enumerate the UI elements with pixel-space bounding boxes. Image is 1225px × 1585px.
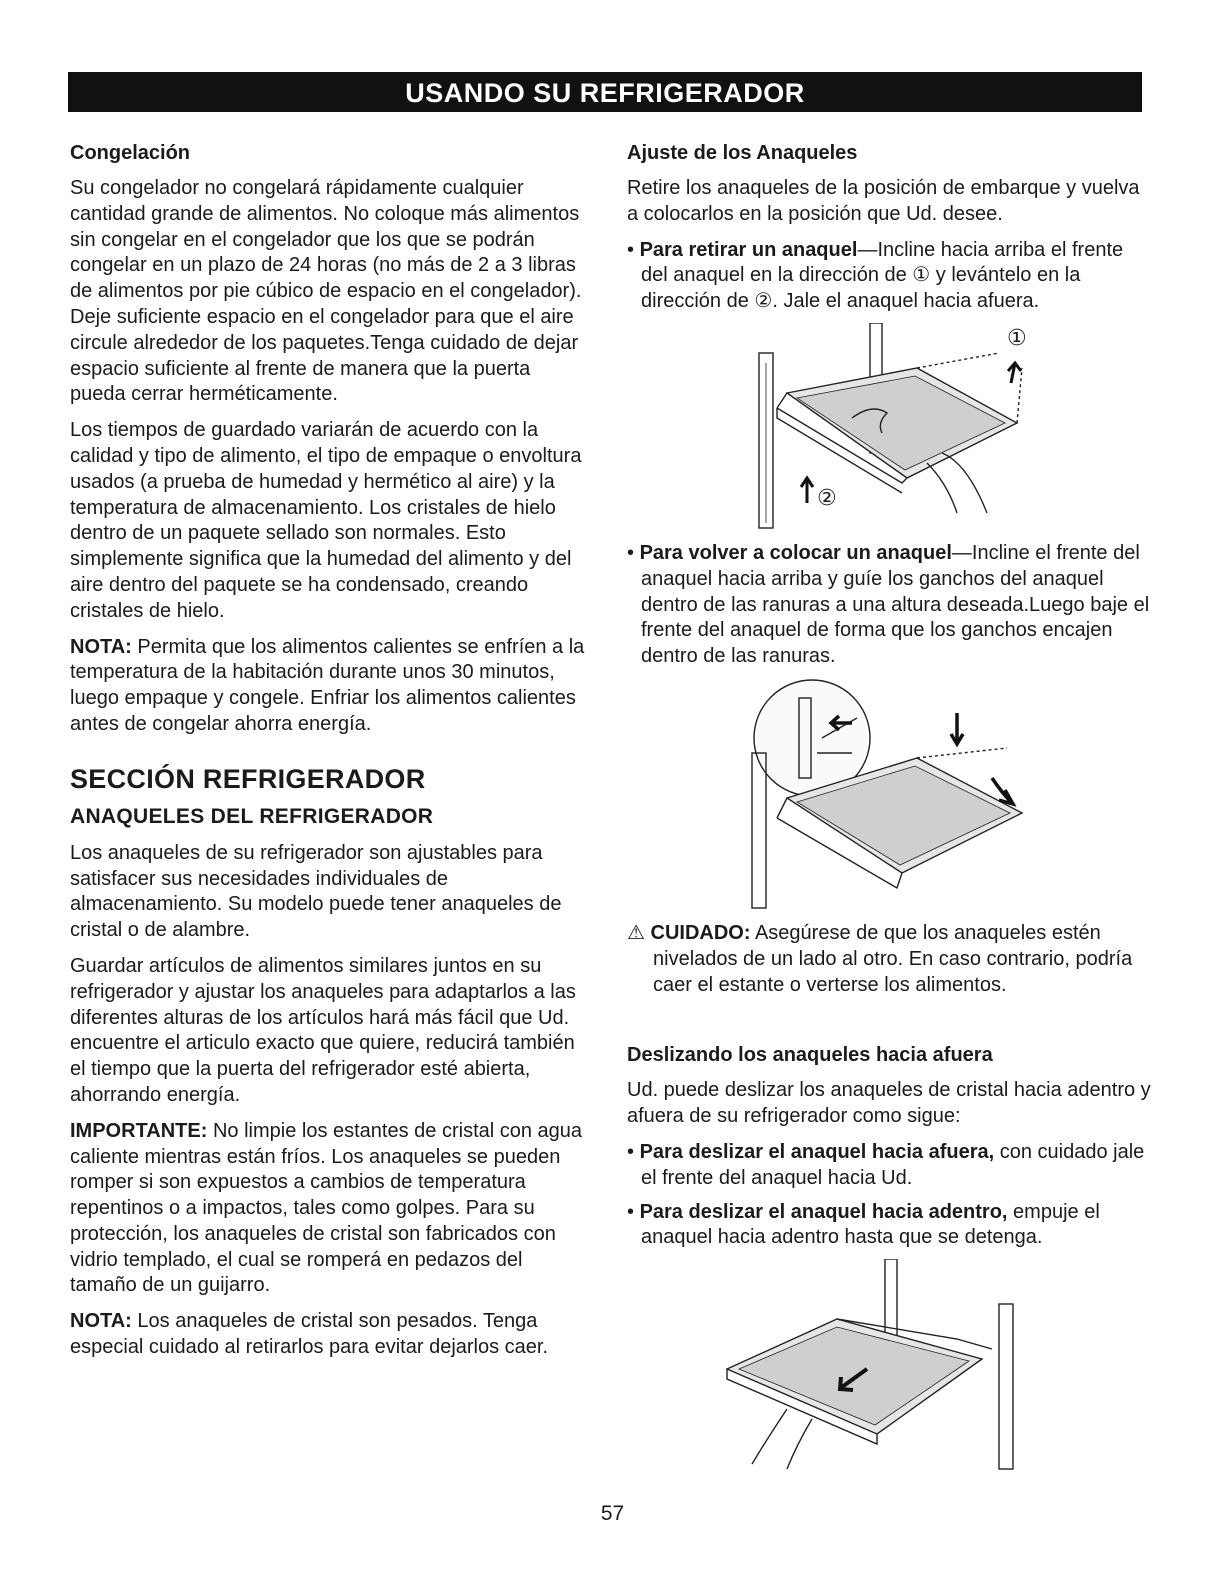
importante-text: No limpie los estantes de cristal con agua caliente mientras están fríos. Los anaqueles se pueden romper si son expuestos a cambios de temperatura repentinos o a impactos, tales como golpes. Para su protección, los anaqueles de cristal son fabricados con vidrio templado, el cual se romperá en pedazos del tamaño de un guijarro. [70, 1119, 583, 1297]
congelacion-paragraph-2: Los tiempos de guardado variarán de acuerdo con la calidad y tipo de alimento, el tipo de empaque o envoltura usados (a prueba de humedad y hermético al aire) y la temperatura de almacenamiento. Los cristales de hielo dentro de un paquete sellado son normales. Esto simplemente significa que la humedad del alimento y del aire dentro del paquete se ha condensado, creando cristales de hielo. [70, 419, 582, 622]
replace-shelf-illustration [627, 678, 1047, 913]
down-arrow-icon [951, 713, 963, 744]
anaqueles-paragraph-1: Los anaqueles de su refrigerador son ajustables para satisfacer sus necesidades individuales de almacenamiento. Su modelo puede tener anaqueles de cristal o de alambre. [70, 841, 562, 942]
afuera-label: Para deslizar el anaquel hacia afuera, [639, 1140, 995, 1163]
adentro-text: empuje el anaquel hacia adentro hasta que se detenga. [641, 1200, 1100, 1249]
warning-icon: ⚠ [627, 921, 651, 944]
nota-label: NOTA: [70, 635, 132, 658]
ajuste-paragraph: Retire los anaqueles de la posición de embarque y vuelva a colocarlos en la posición que Ud. desee. [627, 177, 1140, 225]
figure-label-2: ② [817, 485, 837, 511]
nota-text: Permita que los alimentos calientes se enfríen a la temperatura de la habitación durante unos 30 minutos, luego empaque y congele. Enfriar los alimentos calientes antes de congelar ahorra energía. [70, 635, 585, 735]
nota-paragraph-1 [70, 635, 590, 738]
deslizando-heading: Deslizando los anaqueles hacia afuera [627, 1044, 993, 1067]
retirar-label: Para retirar un anaquel [639, 238, 858, 261]
cuidado-label: CUIDADO: [650, 921, 751, 944]
slide-shelf-illustration [627, 1259, 1047, 1474]
cuidado-paragraph [627, 921, 1152, 998]
nota-label-2: NOTA: [70, 1310, 132, 1333]
section-title: SECCIÓN REFRIGERADOR [70, 763, 426, 794]
lift-arrow-icon [801, 478, 813, 503]
cuidado-text: Asegúrese de que los anaqueles estén nivelados de un lado al otro. En caso contrario, podría caer el estante o verterse los alimentos. [653, 921, 1133, 996]
volver-bullet: • Para volver a colocar un anaquel—Incline el frente del anaquel hacia arriba y guíe los ganchos del anaquel dentro de las ranuras a una altura deseada.Luego baje el frente del anaquel de forma que los ganchos encajen dentro de las ranuras. [627, 541, 1150, 668]
adentro-bullet: • Para deslizar el anaquel hacia adentro, empuje el anaquel hacia adentro hasta que se detenga. [627, 1200, 1100, 1249]
afuera-text: con cuidado jale el frente del anaquel hacia Ud. [641, 1140, 1145, 1189]
anaqueles-heading: ANAQUELES DEL REFRIGERADOR [70, 804, 434, 828]
retirar-text: —Incline hacia arriba el frente del anaquel en la dirección de ① y levántelo en la dirección de ②. Jale el anaquel hacia afuera. [641, 238, 1124, 313]
importante-paragraph [70, 1119, 590, 1300]
adentro-label: Para deslizar el anaquel hacia adentro, [639, 1200, 1008, 1223]
remove-shelf-illustration [627, 323, 1047, 533]
importante-label: IMPORTANTE: [70, 1119, 208, 1142]
congelacion-paragraph-1: Su congelador no congelará rápidamente cualquier cantidad grande de alimentos. No coloque más alimentos sin congelar en el congelador que los que se podrán congelar en un plazo de 24 horas (no más de 2 a 3 libras de alimentos por pie cúbico de espacio en el congelador). Deje suficiente espacio en el congelador para que el aire circule alrededor de los paquetes.Tenga cuidado de dejar espacio suficiente al frente de manera que la puerta pueda cerrar herméticamente. [70, 177, 582, 406]
anaqueles-paragraph-2: Guardar artículos de alimentos similares juntos en su refrigerador y ajustar los anaqueles para adaptarlos a las diferentes alturas de los artículos hará más fácil que Ud. encuentre el articulo exacto que quiere, reducirá también el tiempo que la puerta del refrigerador esté abierta, ahorrando energía. [70, 954, 576, 1106]
page-header-banner: USANDO SU REFRIGERADOR [68, 72, 1142, 112]
volver-label: Para volver a colocar un anaquel [639, 541, 952, 564]
figure-label-1: ① [1007, 325, 1027, 351]
nota-paragraph-2 [70, 1309, 590, 1361]
deslizando-paragraph: Ud. puede deslizar los anaqueles de cristal hacia adentro y afuera de su refrigerador como sigue: [627, 1079, 1151, 1128]
retirar-bullet: • Para retirar un anaquel—Incline hacia arriba el frente del anaquel en la dirección de ① y levántelo en la dirección de ②. Jale el anaquel hacia afuera. [627, 238, 1124, 313]
up-arrow-icon [1008, 363, 1021, 383]
volver-text: —Incline el frente del anaquel hacia arriba y guíe los ganchos del anaquel dentro de las ranuras a una altura deseada.Luego baje el frente del anaquel de forma que los ganchos encajen dentro de las ranuras. [641, 541, 1150, 668]
nota-text-2: Los anaqueles de cristal son pesados. Tenga especial cuidado al retirarlos para evitar dejarlos caer. [70, 1310, 549, 1359]
afuera-bullet: • Para deslizar el anaquel hacia afuera, con cuidado jale el frente del anaquel hacia Ud. [627, 1140, 1145, 1189]
congelacion-heading: Congelación [70, 142, 191, 164]
page-number: 57 [600, 1502, 625, 1525]
left-column [70, 140, 590, 1371]
right-column [627, 140, 1152, 1482]
ajuste-heading: Ajuste de los Anaqueles [627, 142, 858, 164]
